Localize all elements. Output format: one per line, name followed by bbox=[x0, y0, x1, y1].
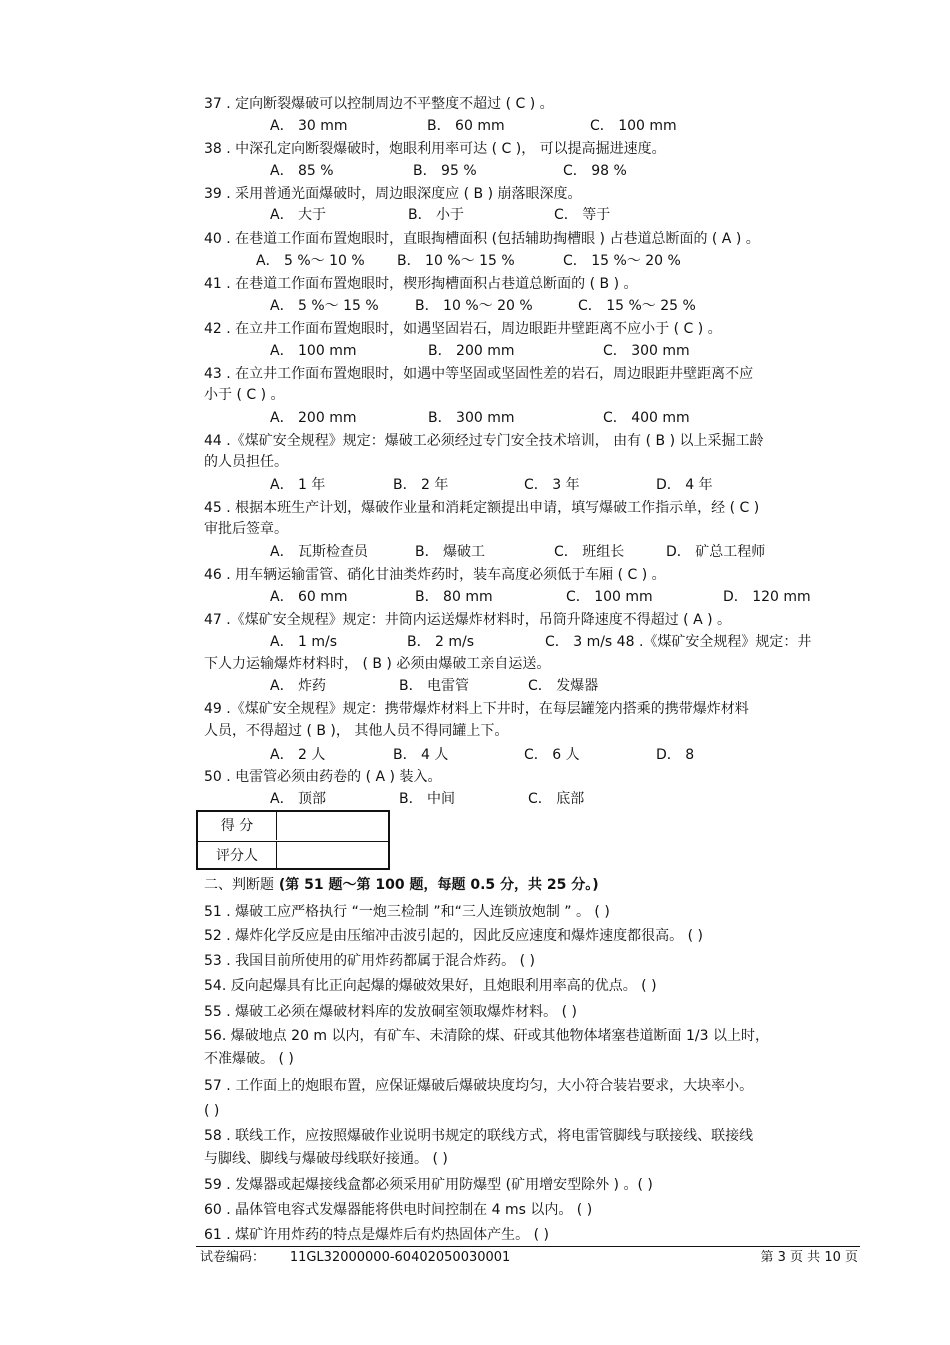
score-table bbox=[196, 810, 390, 870]
option: B． 200 mm bbox=[428, 343, 515, 359]
option: C． 班组长 bbox=[554, 544, 625, 560]
question-44-cont: 的人员担任。 bbox=[204, 454, 288, 470]
option: B． 10 %～ 15 % bbox=[397, 253, 515, 269]
option: A． 炸药 bbox=[270, 678, 327, 694]
option: B． 电雷管 bbox=[399, 678, 470, 694]
option: A． 85 % bbox=[270, 163, 334, 179]
section-instructions: (第 51 题～第 100 题，每题 0.5 分，共 25 分。) bbox=[274, 877, 599, 893]
question-60: 60 . 晶体管电容式发爆器能将供电时间控制在 4 ms 以内。 ( ) bbox=[204, 1202, 593, 1218]
question-52: 52 . 爆炸化学反应是由压缩冲击波引起的，因此反应速度和爆炸速度都很高。 ( ) bbox=[204, 928, 703, 944]
option: D． 矿总工程师 bbox=[666, 544, 766, 560]
question-57: 57 . 工作面上的炮眼布置，应保证爆破后爆破块度均匀，大小符合装岩要求，大块率小。 bbox=[204, 1078, 754, 1094]
option: B． 95 % bbox=[413, 163, 477, 179]
option: B． 10 %～ 20 % bbox=[415, 298, 533, 314]
option: A． 1 m/s bbox=[270, 634, 338, 650]
question-39: 39 . 采用普通光面爆破时，周边眼深度应 ( B ) 崩落眼深度。 bbox=[204, 186, 582, 202]
option: C． 6 人 bbox=[524, 747, 580, 763]
question-43: 43 . 在立井工作面布置炮眼时，如遇中等坚固或坚固性差的岩石，周边眼距井壁距离不应 bbox=[204, 366, 754, 382]
option: D． 120 mm bbox=[723, 589, 811, 605]
option: A． 大于 bbox=[270, 207, 327, 223]
option: B． 60 mm bbox=[427, 118, 505, 134]
grader-row bbox=[198, 841, 388, 870]
option: C． 400 mm bbox=[603, 410, 690, 426]
question-46: 46 . 用车辆运输雷管、硝化甘油类炸药时，装车高度必须低于车厢 ( C ) 。 bbox=[204, 567, 666, 583]
question-45: 45 . 根据本班生产计划，爆破作业量和消耗定额提出申请，填写爆破工作指示单，经 ( C ) bbox=[204, 500, 760, 516]
question-37: 37 . 定向断裂爆破可以控制周边不平整度不超过 ( C ) 。 bbox=[204, 96, 554, 112]
option: A． 2 人 bbox=[270, 747, 326, 763]
option: A． 200 mm bbox=[270, 410, 357, 426]
score-row bbox=[198, 812, 388, 840]
question-44: 44 .《煤矿安全规程》规定：爆破工必须经过专门安全技术培训， 由有 ( B ) 以上采掘工龄 bbox=[204, 433, 764, 449]
score-field[interactable] bbox=[277, 812, 388, 840]
option: B． 爆破工 bbox=[415, 544, 486, 560]
option: C． 底部 bbox=[528, 791, 585, 807]
question-58: 58 . 联线工作，应按照爆破作业说明书规定的联线方式，将电雷管脚线与联接线、联接线 bbox=[204, 1128, 754, 1144]
question-58-cont: 与脚线、脚线与爆破母线联好接通。 ( ) bbox=[204, 1151, 448, 1167]
option: A． 5 %～ 15 % bbox=[270, 298, 379, 314]
question-61: 61 . 煤矿许用炸药的特点是爆炸后有灼热固体产生。 ( ) bbox=[204, 1227, 549, 1243]
question-59: 59 . 发爆器或起爆接线盒都必须采用矿用防爆型 (矿用增安型除外 ) 。( ) bbox=[204, 1177, 653, 1193]
question-45-cont: 审批后签章。 bbox=[204, 521, 288, 537]
question-40: 40 . 在巷道工作面布置炮眼时，直眼掏槽面积 (包括辅助掏槽眼 ) 占巷道总断面的 ( A ) 。 bbox=[204, 231, 760, 247]
option: B． 2 m/s bbox=[407, 634, 475, 650]
option: A． 30 mm bbox=[270, 118, 348, 134]
question-53: 53 . 我国目前所使用的矿用炸药都属于混合炸药。 ( ) bbox=[204, 953, 535, 969]
exam-code bbox=[200, 1250, 510, 1266]
question-50: 50 . 电雷管必须由药卷的 ( A ) 装入。 bbox=[204, 769, 442, 785]
option: B． 80 mm bbox=[415, 589, 493, 605]
question-57-cont: ( ) bbox=[204, 1103, 220, 1119]
score-label: 得 分 bbox=[198, 812, 277, 840]
page-number: 第 3 页 共 10 页 bbox=[760, 1250, 858, 1265]
option: A． 1 年 bbox=[270, 477, 326, 493]
option: A． 瓦斯检查员 bbox=[270, 544, 369, 560]
option: D． 4 年 bbox=[656, 477, 713, 493]
exam-code-value: 11GL32000000-60402050030001 bbox=[289, 1250, 511, 1265]
option: D． 8 bbox=[656, 747, 695, 763]
question-43-cont: 小于 ( C ) 。 bbox=[204, 387, 285, 403]
question-49-cont: 人员，不得超过 ( B )， 其他人员不得同罐上下。 bbox=[204, 723, 509, 739]
question-56: 56. 爆破地点 20 m 以内，有矿车、未清除的煤、矸或其他物体堵塞巷道断面 1/3 以上时， bbox=[204, 1028, 769, 1044]
footer-divider bbox=[196, 1246, 860, 1247]
option: B． 4 人 bbox=[393, 747, 449, 763]
exam-code-label: 试卷编码： bbox=[200, 1250, 266, 1265]
option: C． 100 mm bbox=[590, 118, 677, 134]
option: A． 100 mm bbox=[270, 343, 357, 359]
option: A． 60 mm bbox=[270, 589, 348, 605]
question-38: 38 . 中深孔定向断裂爆破时，炮眼利用率可达 ( C )， 可以提高掘进速度。 bbox=[204, 141, 666, 157]
grader-field[interactable] bbox=[277, 842, 388, 870]
option: B． 2 年 bbox=[393, 477, 449, 493]
option: A． 5 %～ 10 % bbox=[256, 253, 365, 269]
option: C． 100 mm bbox=[566, 589, 653, 605]
option: B． 300 mm bbox=[428, 410, 515, 426]
option: B． 中间 bbox=[399, 791, 456, 807]
option: C． 15 %～ 20 % bbox=[563, 253, 681, 269]
question-41: 41 . 在巷道工作面布置炮眼时，楔形掏槽面积占巷道总断面的 ( B ) 。 bbox=[204, 276, 638, 292]
option: C． 3 年 bbox=[524, 477, 580, 493]
option: C． 等于 bbox=[554, 207, 611, 223]
option: A． 顶部 bbox=[270, 791, 327, 807]
option: C． 发爆器 bbox=[528, 678, 599, 694]
section-heading bbox=[204, 876, 599, 894]
question-48: 下人力运输爆炸材料时， ( B ) 必须由爆破工亲自运送。 bbox=[204, 656, 551, 672]
question-55: 55 . 爆破工必须在爆破材料库的发放硐室领取爆炸材料。 ( ) bbox=[204, 1004, 577, 1020]
question-51: 51 . 爆破工应严格执行 “一炮三检制 ”和“三人连锁放炮制 ” 。 ( ) bbox=[204, 904, 610, 920]
question-54: 54. 反向起爆具有比正向起爆的爆破效果好，且炮眼利用率高的优点。 ( ) bbox=[204, 978, 657, 994]
option: C． 98 % bbox=[563, 163, 627, 179]
question-49: 49 .《煤矿安全规程》规定：携带爆炸材料上下井时，在每层罐笼内搭乘的携带爆炸材料 bbox=[204, 701, 749, 717]
question-47: 47 .《煤矿安全规程》规定：井筒内运送爆炸材料时，吊筒升降速度不得超过 ( A ) 。 bbox=[204, 612, 732, 628]
option: B． 小于 bbox=[408, 207, 465, 223]
option: C． 300 mm bbox=[603, 343, 690, 359]
option: C． 15 %～ 25 % bbox=[578, 298, 696, 314]
grader-label: 评分人 bbox=[198, 842, 277, 870]
section-title: 二、判断题 bbox=[204, 877, 274, 893]
question-56-cont: 不准爆破。 ( ) bbox=[204, 1051, 294, 1067]
question-42: 42 . 在立井工作面布置炮眼时，如遇坚固岩石，周边眼距井壁距离不应小于 ( C ) 。 bbox=[204, 321, 722, 337]
option: C． 3 m/s 48 .《煤矿安全规程》规定：井 bbox=[545, 634, 812, 650]
